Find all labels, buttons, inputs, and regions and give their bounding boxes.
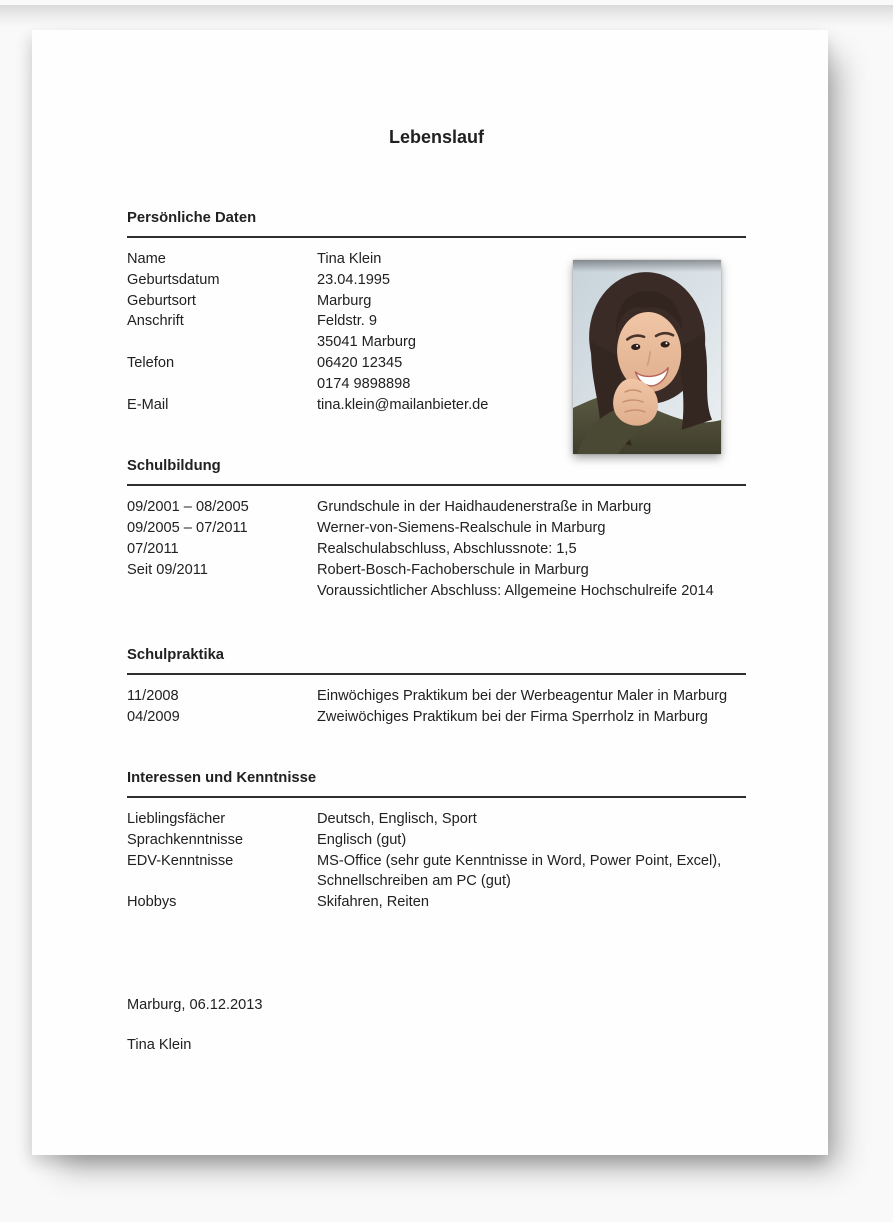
page-title: Lebenslauf [388, 127, 485, 147]
internship-rows [127, 686, 746, 728]
table-row [127, 892, 746, 913]
field-value: 35041 Marburg [317, 334, 416, 351]
field-value: Feldstr. 9 [317, 313, 378, 330]
section-heading: Interessen und Kenntnisse [127, 769, 317, 786]
education-entry: Robert-Bosch-Fachoberschule in Marburg [317, 561, 589, 578]
field-value: MS-Office (sehr gute Kenntnisse in Word, Power Point, Excel), [317, 852, 722, 869]
field-label: Lieblingsfächer [127, 810, 226, 827]
table-row [127, 830, 746, 851]
table-row [127, 497, 746, 518]
field-label: Sprachkenntnisse [127, 831, 244, 848]
resume-document [32, 30, 828, 1155]
field-value: Deutsch, Englisch, Sport [317, 810, 477, 827]
field-label: Name [127, 251, 166, 267]
field-label [127, 374, 317, 395]
field-label: E-Mail [127, 396, 169, 413]
field-label: Anschrift [127, 313, 184, 330]
education-entry: Voraussichtlicher Abschluss: Allgemeine Hochschulreife 2014 [317, 582, 714, 599]
internship-entry: Zweiwöchiges Praktikum bei der Firma Sperrholz in Marburg [317, 709, 708, 726]
section-heading: Schulpraktika [127, 647, 225, 664]
field-value: Englisch (gut) [317, 831, 407, 848]
section-divider [127, 236, 746, 238]
field-value: Marburg [317, 292, 372, 309]
table-row [127, 871, 746, 892]
table-row [127, 539, 746, 560]
field-label: Hobbys [127, 894, 177, 911]
field-label: Geburtsdatum [127, 271, 220, 288]
section-internships [127, 645, 746, 728]
section-divider [127, 796, 746, 798]
date-range: 04/2009 [127, 709, 180, 726]
table-row [127, 518, 746, 539]
date-range: 09/2005 – 07/2011 [127, 520, 248, 537]
field-value: 0174 9898898 [317, 375, 411, 392]
section-divider [127, 484, 746, 486]
date-range: 07/2011 [127, 540, 179, 557]
top-shadow-band [0, 5, 893, 27]
section-education [127, 456, 746, 601]
field-label: Geburtsort [127, 292, 196, 309]
date-range: Seit 09/2011 [127, 561, 208, 578]
signature-name: Tina Klein [127, 1036, 192, 1053]
education-rows [127, 497, 746, 601]
section-heading: Persönliche Daten [127, 210, 257, 226]
field-value: Tina Klein [317, 251, 382, 267]
date-range [127, 581, 317, 602]
field-label: Telefon [127, 354, 175, 371]
field-value: Skifahren, Reiten [317, 894, 429, 911]
table-row [127, 581, 746, 602]
applicant-photo [573, 260, 721, 454]
section-divider [127, 673, 746, 675]
field-value: tina.klein@mailanbieter.de [317, 396, 489, 413]
table-row [127, 851, 746, 872]
section-interests-skills [127, 768, 746, 913]
woman-portrait-illustration [573, 260, 721, 454]
field-label [127, 871, 317, 892]
education-entry: Grundschule in der Haidhaudenerstraße in Marburg [317, 499, 652, 516]
table-row [127, 560, 746, 581]
interest-rows [127, 809, 746, 913]
internship-entry: Einwöchiges Praktikum bei der Werbeagentur Maler in Marburg [317, 688, 728, 705]
field-value: 06420 12345 [317, 354, 403, 371]
field-value: 23.04.1995 [317, 271, 391, 288]
education-entry: Realschulabschluss, Abschlussnote: 1,5 [317, 540, 577, 557]
field-label [127, 332, 317, 353]
section-heading: Schulbildung [127, 458, 221, 475]
table-row [127, 686, 746, 707]
field-value: Schnellschreiben am PC (gut) [317, 873, 511, 890]
table-row [127, 707, 746, 728]
table-row [127, 809, 746, 830]
date-range: 11/2008 [127, 688, 179, 705]
date-range: 09/2001 – 08/2005 [127, 499, 249, 516]
place-and-date: Marburg, 06.12.2013 [127, 996, 263, 1013]
field-label: EDV-Kenntnisse [127, 852, 234, 869]
education-entry: Werner-von-Siemens-Realschule in Marburg [317, 520, 606, 537]
